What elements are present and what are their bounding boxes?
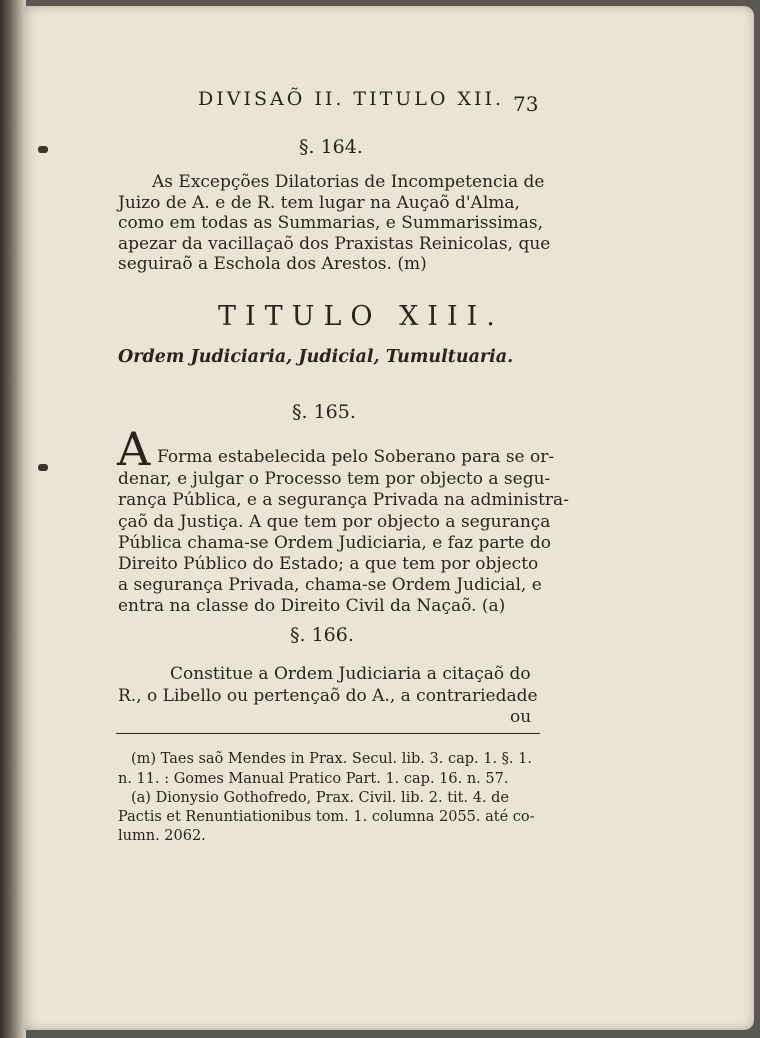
footnote-line: (a) Dionysio Gothofredo, Prax. Civil. lib. 2. tit. 4. de (131, 790, 510, 806)
running-head: DIVISAÕ II. TITULO XII. (198, 88, 505, 110)
footnote-line: n. 11. : Gomes Manual Pratico Part. 1. cap. 16. n. 57. (118, 771, 509, 787)
section-number-166: §. 166. (290, 624, 354, 646)
catchword: ou (510, 707, 532, 727)
section-number-164: §. 164. (299, 136, 363, 158)
section-165-line: çaõ da Justiça. A que tem por objecto a segurança (118, 512, 551, 532)
section-165-line: denar, e julgar o Processo tem por objecto a segu- (118, 469, 551, 489)
section-164-line: seguiraõ a Eschola dos Arestos. (m) (118, 254, 427, 274)
section-166-line: Constitue a Ordem Judiciaria a citaçaõ do (170, 664, 531, 684)
section-165-line: rança Pública, e a segurança Privada na administra- (118, 490, 569, 510)
titulo-heading: TITULO XIII. (218, 301, 504, 332)
section-165-line: Pública chama-se Ordem Judiciaria, e faz parte do (118, 533, 552, 553)
footnote-line: lumn. 2062. (118, 828, 206, 844)
titulo-subheading: Ordem Judiciaria, Judicial, Tumultuaria. (118, 347, 514, 367)
section-164-line: As Excepções Dilatorias de Incompetencia de (152, 172, 545, 192)
drop-cap: A (117, 422, 151, 476)
section-166-line: R., o Libello ou pertençaõ do A., a contrariedade (118, 686, 538, 706)
footnote-rule (116, 733, 540, 734)
footnote-line: Pactis et Renuntiationibus tom. 1. columna 2055. até co- (118, 809, 535, 825)
section-165-line: a segurança Privada, chama-se Ordem Judicial, e (118, 575, 542, 595)
section-number-165: §. 165. (292, 401, 356, 423)
binding-hole (38, 146, 48, 153)
page-number: 73 (513, 92, 539, 116)
footnote-line: (m) Taes saõ Mendes in Prax. Secul. lib. 3. cap. 1. §. 1. (131, 751, 532, 767)
section-164-line: apezar da vacillaçaõ dos Praxistas Reinicolas, que (118, 234, 551, 254)
section-164-line: Juizo de A. e de R. tem lugar na Auçaõ d'Alma, (118, 193, 520, 213)
binding-hole (38, 464, 48, 471)
section-165-line: entra na classe do Direito Civil da Naçaõ. (a) (118, 596, 506, 616)
section-164-line: como em todas as Summarias, e Summarissimas, (118, 213, 544, 233)
section-165-line: Forma estabelecida pelo Soberano para se or- (157, 447, 555, 467)
section-165-line: Direito Público do Estado; a que tem por objecto (118, 554, 539, 574)
